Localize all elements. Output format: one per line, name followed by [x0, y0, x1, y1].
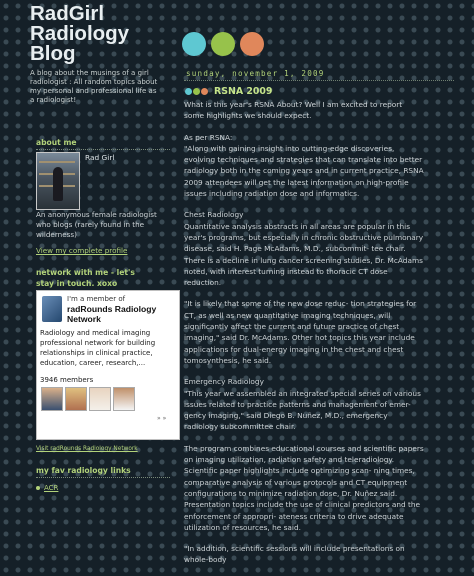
- post-paragraph: Chest Radiology Quantitative analysis abstracts in all areas are popular in this year's programs, but especially in chronic obstructive pulmonary disease, said H. Page McAdams, M.D., subcommit- tee chair. There is a decline in lung cancer screening studies, Dr. McAdams noted, with interest turning instead to thoracic CT dose reduction.: [184, 210, 424, 288]
- links-heading: my fav radiology links: [36, 466, 131, 475]
- header-dot-cyan: [182, 32, 206, 56]
- profile-photo[interactable]: [36, 152, 80, 210]
- member-avatar[interactable]: [113, 387, 135, 411]
- profile-name[interactable]: Rad Girl: [85, 153, 115, 162]
- post-dot-orange: [201, 88, 208, 95]
- links-divider: [36, 477, 170, 478]
- member-avatar[interactable]: [41, 387, 63, 411]
- network-name[interactable]: radRounds Radiology Network: [67, 304, 157, 324]
- radrounds-logo[interactable]: [42, 296, 62, 322]
- header-dot-green: [211, 32, 235, 56]
- post-paragraph: The program combines educational courses and scientific papers on imaging utilization, radiation safety and teleradiology. Scientific paper highlights include optimizing scan- ning times, comparative analysis of various protocols and CT equipment configurations to minimize radiation dose, Dr. Nuñez said. Presentation topics include the use of clinical predictors and the enforcement of appropri- ateness criteria to drive adequate utilization of resources, he said.: [184, 443, 424, 532]
- widget-pager[interactable]: » »: [157, 415, 167, 422]
- radrounds-widget[interactable]: [36, 290, 180, 440]
- post-body: [184, 99, 424, 576]
- profile-description: An anonymous female radiologist who blogs (rarely found in the wilderness): [36, 210, 157, 239]
- member-of-text: I'm a member of: [67, 295, 126, 303]
- member-count: 3946 members: [40, 376, 94, 384]
- header-dot-orange: [240, 32, 264, 56]
- member-avatar[interactable]: [65, 387, 87, 411]
- about-divider: [36, 149, 170, 150]
- blog-tagline: A blog about the musings of a girl radiologist : All random topics about my personal and professional life as a radiologist!: [30, 69, 158, 104]
- bullet-icon: [36, 486, 40, 490]
- post-date: sunday, november 1, 2009: [186, 69, 325, 78]
- post-paragraph: "It is likely that some of the new dose reduc- tion strategies for CT, as well as new quantitative imaging techniques, will significantly affect the current and future practice of chest imaging," said Dr. McAdams. Other hot topics this year include applications for dual-energy imaging in the chest and chest tomosynthesis, he said.: [184, 299, 417, 365]
- link-acr[interactable]: ACR: [44, 484, 59, 492]
- post-paragraph: "In addition, scientific sessions will include presentations on whole-body: [184, 544, 405, 565]
- post-paragraph: What is this year's RSNA About? Well I am excited to report some highlights we should expect.: [184, 100, 403, 121]
- view-profile-link[interactable]: View my complete profile: [36, 246, 128, 255]
- links-list: [36, 484, 58, 492]
- member-avatar[interactable]: [89, 387, 111, 411]
- date-divider: [184, 80, 454, 81]
- post-paragraph: As per RSNA: "Along with gaining insight into cutting-edge discoveries, evolving techniques and strategies that can translate into better radiology both in the coming years and in current practice, RSNA 2009 attendees will get the latest information on high-profile issues including radiation dose and informatics.: [184, 132, 424, 199]
- post-dot-cyan: [185, 88, 192, 95]
- post-paragraph: Emergency Radiology "This year we assembled an integrated special series on various issues related to practice patterns and management of emer- gency imaging," said Diego B. Nuñez, M.D., emergency radiology subcommittee chair.: [184, 377, 421, 432]
- network-heading: network with me - let's stay in touch. xoxo: [36, 268, 135, 288]
- about-heading: about me: [36, 138, 77, 147]
- post-dot-green: [193, 88, 200, 95]
- blog-title[interactable]: RadGirl Radiology Blog: [30, 2, 130, 65]
- post-title[interactable]: RSNA 2009: [214, 86, 273, 97]
- visit-network-link[interactable]: Visit radRounds Radiology Network: [36, 446, 138, 452]
- network-description: Radiology and medical imaging professional network for building relationships in clinical practice, education, career, research,...: [40, 329, 156, 367]
